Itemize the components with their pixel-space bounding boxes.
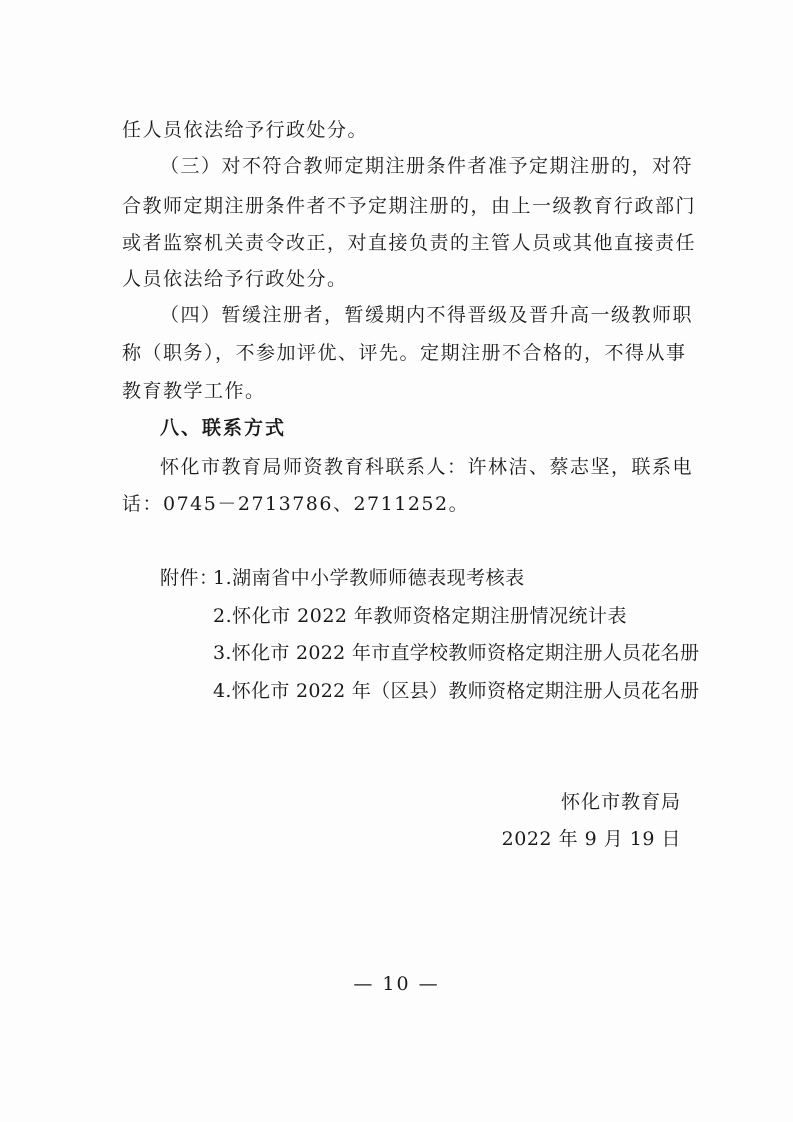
paragraph-line: 怀化市教育局师资教育科联系人：许林洁、蔡志坚，联系电 bbox=[160, 456, 694, 478]
attachment-item: 2.怀化市 2022 年教师资格定期注册情况统计表 bbox=[213, 605, 628, 627]
paragraph-line: 称（职务），不参加评优、评先。定期注册不合格的，不得从事 bbox=[122, 342, 687, 364]
paragraph-line: 任人员依法给予行政处分。 bbox=[122, 119, 369, 141]
section-heading: 八、联系方式 bbox=[160, 417, 287, 439]
paragraph-line: 合教师定期注册条件者不予定期注册的，由上一级教育行政部门 bbox=[122, 195, 697, 217]
paragraph-line: 教育教学工作。 bbox=[122, 380, 266, 402]
page-number: — 10 — bbox=[353, 973, 440, 995]
paragraph-line: （三）对不符合教师定期注册条件者准予定期注册的，对符 bbox=[160, 155, 694, 177]
paragraph-line: （四）暂缓注册者，暂缓期内不得晋级及晋升高一级教师职 bbox=[160, 304, 694, 326]
paragraph-line: 话：0745－2713786、2711252。 bbox=[122, 493, 470, 515]
attachment-item: 1.湖南省中小学教师师德表现考核表 bbox=[213, 567, 525, 589]
attachment-item: 3.怀化市 2022 年市直学校教师资格定期注册人员花名册 bbox=[213, 642, 700, 664]
paragraph-line: 人员依法给予行政处分。 bbox=[122, 268, 348, 290]
attachment-item: 4.怀化市 2022 年（区县）教师资格定期注册人员花名册 bbox=[213, 680, 700, 702]
signature-date: 2022 年 9 月 19 日 bbox=[501, 828, 681, 850]
paragraph-line: 或者监察机关责令改正，对直接负责的主管人员或其他直接责任 bbox=[122, 232, 697, 254]
attachments-label: 附件： bbox=[160, 567, 219, 589]
signature-org: 怀化市教育局 bbox=[560, 791, 681, 813]
